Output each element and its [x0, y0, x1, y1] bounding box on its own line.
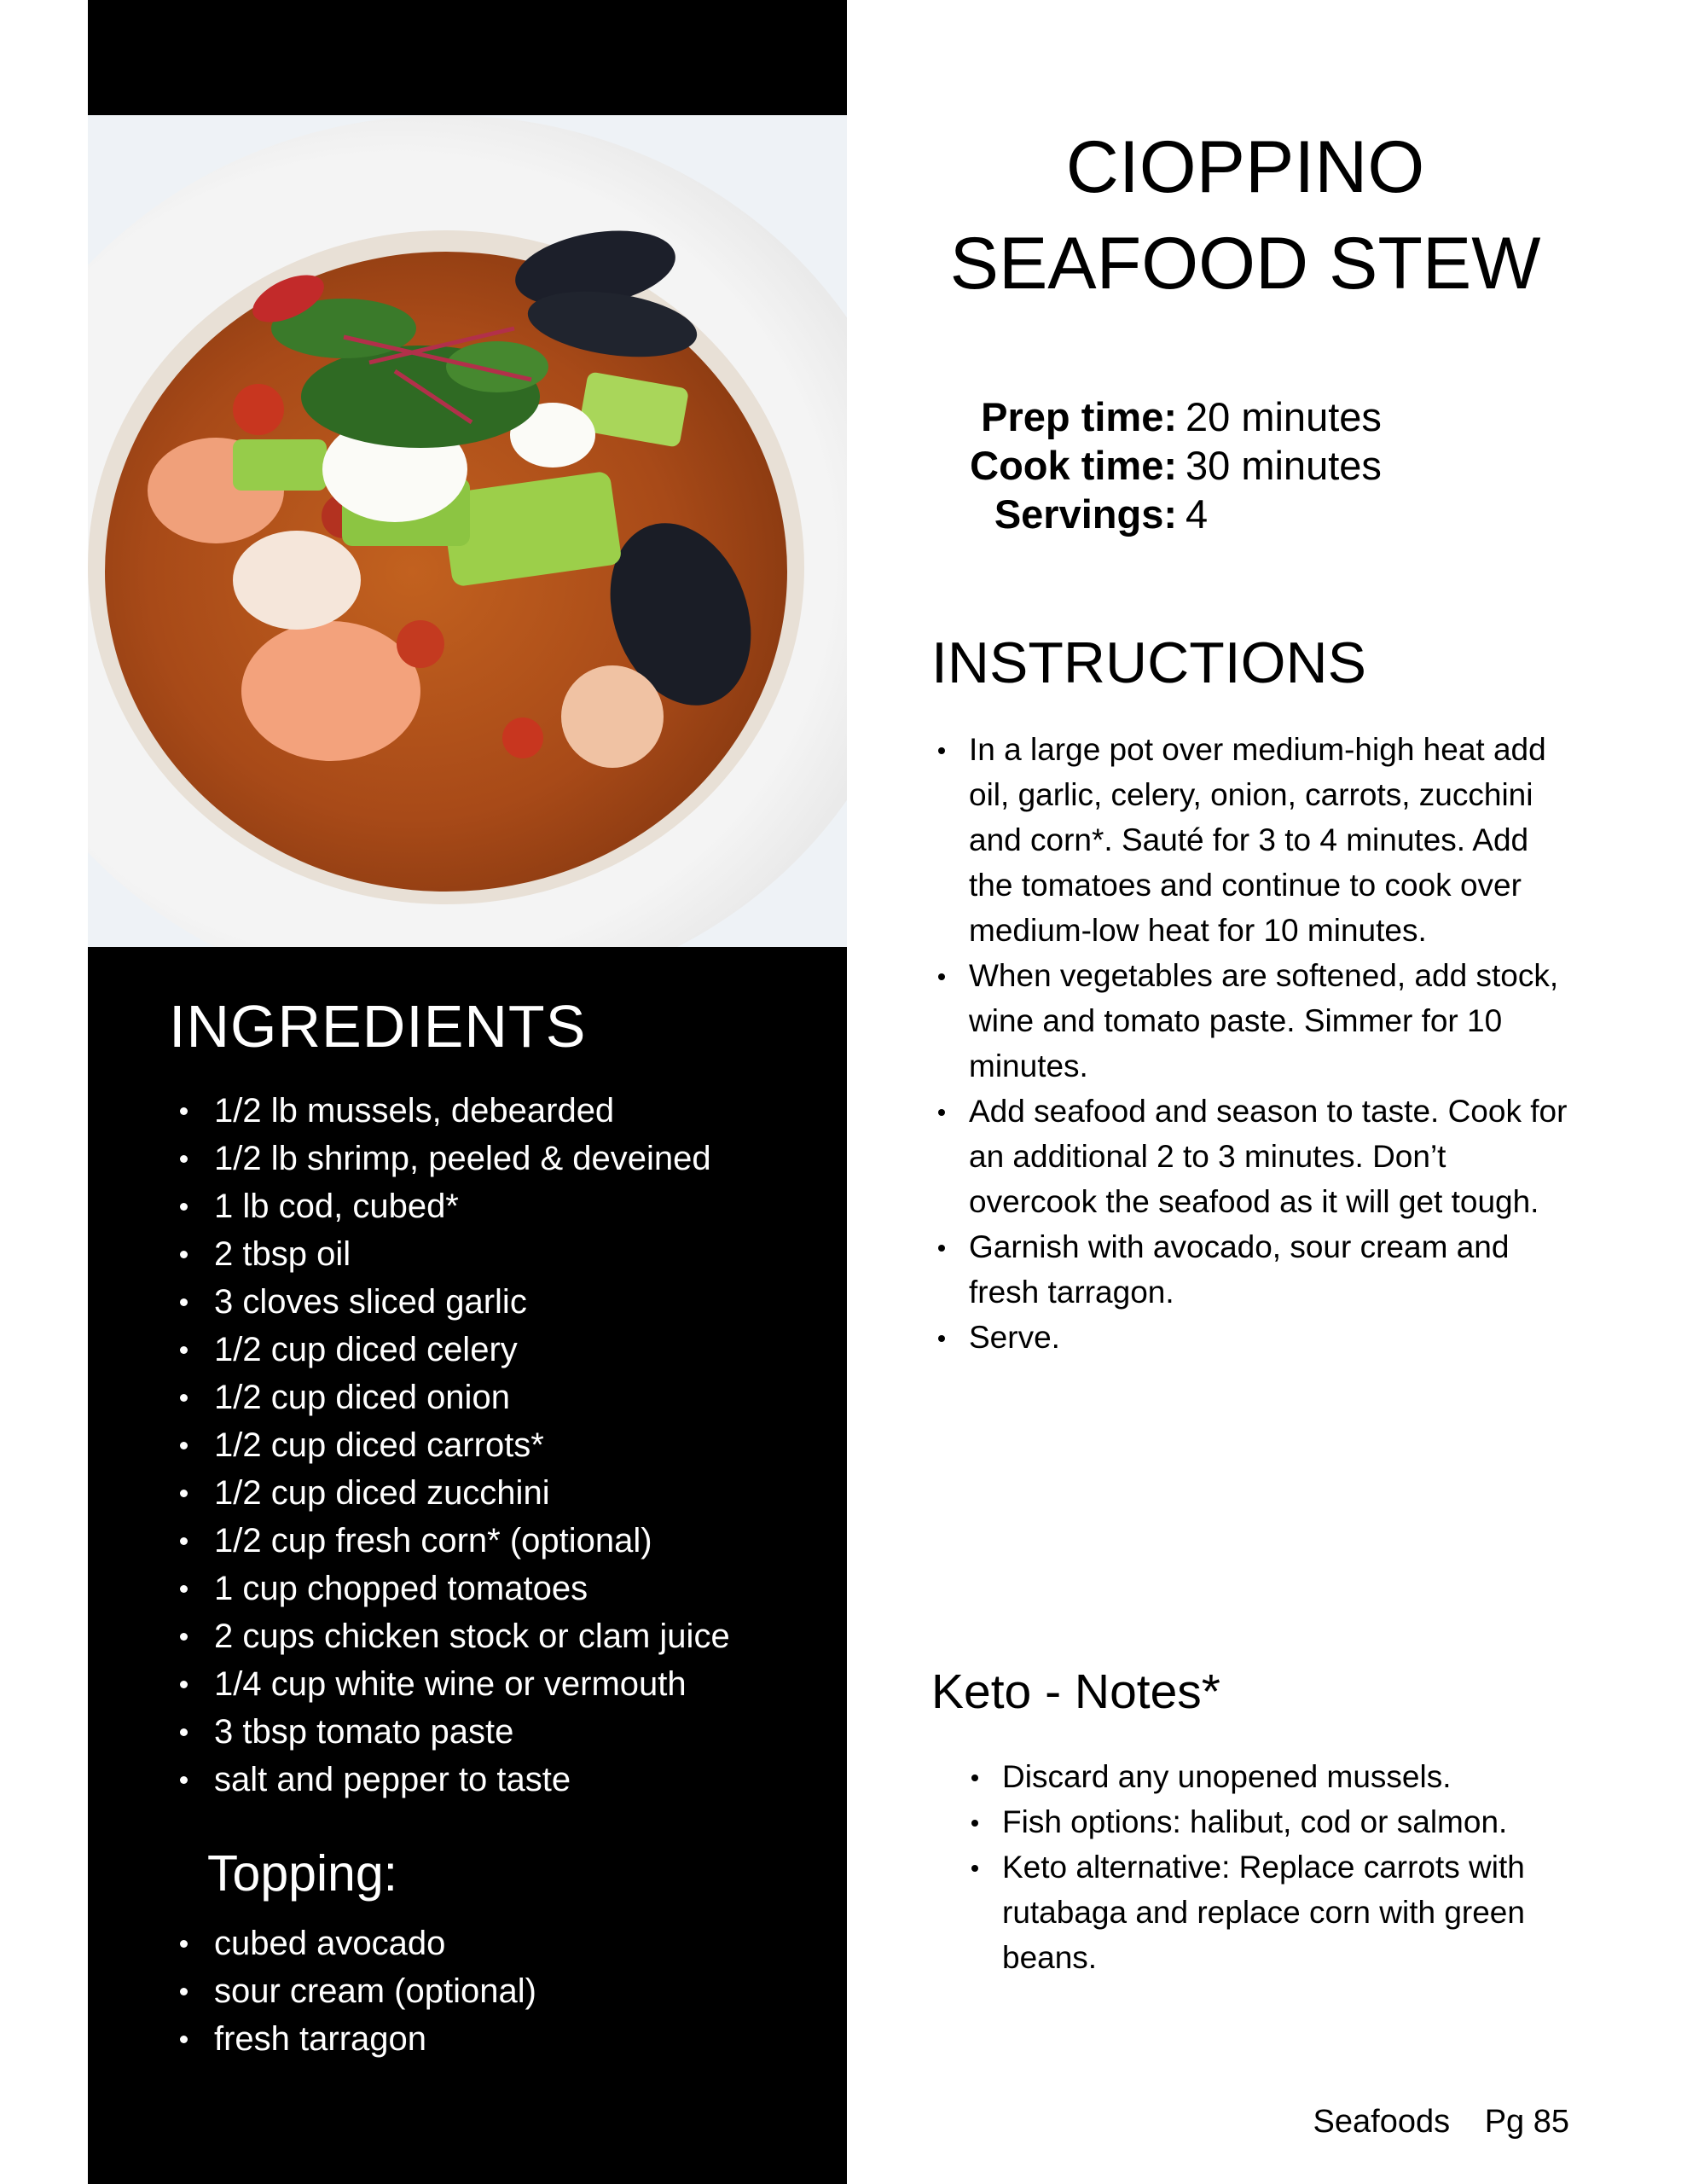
page-number: Pg 85: [1484, 2104, 1569, 2140]
title-line: SEAFOOD STEW: [949, 223, 1541, 305]
list-item: When vegetables are softened, add stock, wine and tomato paste. Simmer for 10 minutes.: [931, 953, 1571, 1089]
list-item: Serve.: [931, 1315, 1571, 1360]
prep-time-row: [938, 392, 1535, 441]
list-item: 1/2 lb shrimp, peeled & deveined: [169, 1135, 730, 1182]
list-item: Fish options: halibut, cod or salmon.: [965, 1799, 1579, 1844]
list-item: 1/2 cup diced carrots*: [169, 1421, 730, 1469]
list-item: 1/2 lb mussels, debearded: [169, 1087, 730, 1135]
list-item: 3 cloves sliced garlic: [169, 1278, 730, 1326]
topping-heading: Topping:: [207, 1845, 398, 1902]
list-item: Discard any unopened mussels.: [965, 1754, 1579, 1799]
servings-row: [938, 490, 1535, 538]
stew-photo: [88, 115, 847, 947]
list-item: 1/2 cup fresh corn* (optional): [169, 1517, 730, 1565]
instructions-heading: INSTRUCTIONS: [931, 630, 1366, 695]
page-footer: [1194, 2104, 1569, 2140]
title-line: CIOPPINO: [1065, 126, 1425, 208]
list-item: 2 cups chicken stock or clam juice: [169, 1612, 730, 1660]
list-item: 1/4 cup white wine or vermouth: [169, 1660, 730, 1708]
meta-label: Cook time:: [970, 443, 1177, 488]
list-item: In a large pot over medium-high heat add oil, garlic, celery, onion, carrots, zucchini and corn*. Sauté for 3 to 4 minutes. Add the tomatoes and continue to cook over medium-low heat for 10 minutes.: [931, 727, 1571, 953]
recipe-title: [878, 119, 1612, 312]
notes-list: [965, 1754, 1579, 1980]
list-item: Add seafood and season to taste. Cook for an additional 2 to 3 minutes. Don’t overcook the seafood as it will get tough.: [931, 1089, 1571, 1224]
topping-list: [169, 1920, 536, 2063]
ingredients-list: [169, 1087, 730, 1804]
list-item: 1/2 cup diced celery: [169, 1326, 730, 1374]
footer-section: Seafoods: [1313, 2104, 1451, 2140]
meta-label: Prep time:: [981, 394, 1177, 439]
list-item: sour cream (optional): [169, 1967, 536, 2015]
instructions-list: [931, 727, 1571, 1360]
list-item: Keto alternative: Replace carrots with rutabaga and replace corn with green beans.: [965, 1844, 1579, 1980]
cook-time-row: [938, 441, 1535, 490]
list-item: fresh tarragon: [169, 2015, 536, 2063]
list-item: 3 tbsp tomato paste: [169, 1708, 730, 1756]
meta-value: 30 minutes: [1186, 443, 1382, 488]
list-item: 1 cup chopped tomatoes: [169, 1565, 730, 1612]
list-item: 2 tbsp oil: [169, 1230, 730, 1278]
meta-value: 4: [1186, 491, 1209, 537]
meta-value: 20 minutes: [1186, 394, 1382, 439]
ingredients-heading: INGREDIENTS: [169, 993, 587, 1060]
list-item: 1/2 cup diced onion: [169, 1374, 730, 1421]
notes-heading: Keto - Notes*: [931, 1664, 1220, 1719]
list-item: cubed avocado: [169, 1920, 536, 1967]
recipe-meta: [938, 392, 1535, 538]
list-item: salt and pepper to taste: [169, 1756, 730, 1804]
list-item: 1 lb cod, cubed*: [169, 1182, 730, 1230]
list-item: Garnish with avocado, sour cream and fresh tarragon.: [931, 1224, 1571, 1315]
meta-label: Servings:: [994, 491, 1177, 537]
list-item: 1/2 cup diced zucchini: [169, 1469, 730, 1517]
